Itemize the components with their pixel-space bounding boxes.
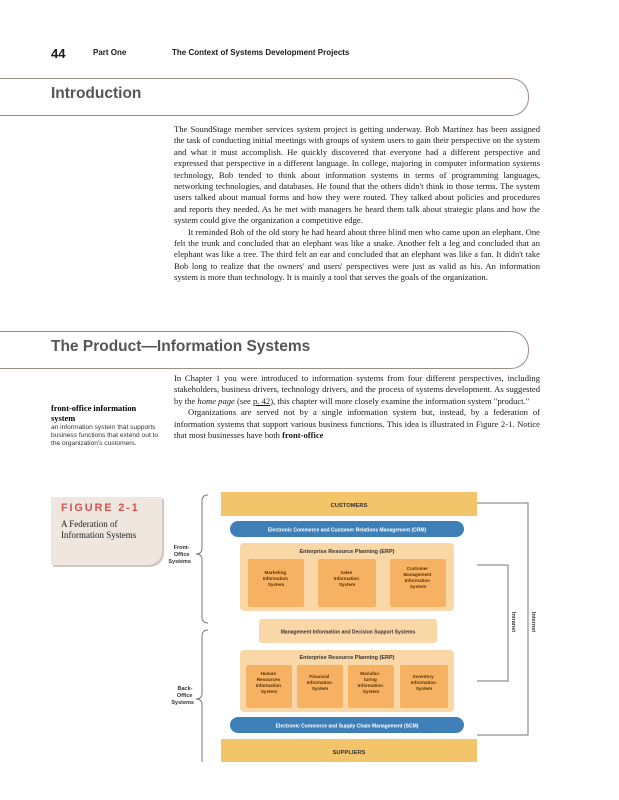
paragraph: It reminded Bob of the old story he had heard about three blind men who came upon an elephant. One felt the trunk and concluded that an elephant was like a snake. Another felt a leg and concluded that an elephant was like a tree. The third felt an ear and concluded that an elephant was like a fan. It didn't take Bob long to realize that the owners' and users' perspectives were just as valid as his. An information system is more than technology. It is mainly a tool that serves the goals of the organization. [174,226,540,283]
section-title: The Product—Information Systems [51,338,311,355]
emphasis: home page [197,395,235,406]
introduction-body [174,124,540,284]
erp-bottom-title: Enterprise Resource Planning (ERP) [299,655,395,661]
back-office-label: Back- Office Systems [171,686,194,706]
paragraph: Organizations are served not by a single information system but, instead, by a federation of information systems that support various business functions. This idea is illustrated in Figure 2-1. Notice that most businesses have both front-office [174,407,540,441]
inventory-system-label: Inventory Information System [410,674,436,691]
section-heading-introduction [0,78,540,114]
margin-definition-text: an information system that supports business functions that extend out to the organization's customers. [51,424,159,447]
figure-number: FIGURE 2-1 [61,502,140,514]
crm-label: Electronic Commerce and Customer Relations Management (CRM) [267,527,427,534]
suppliers-label: SUPPLIERS [332,750,366,756]
paragraph: In Chapter 1 you were introduced to information systems from four different perspectives, including stakeholders, business drivers, technology drivers, and the process of systems development. As suggested by the home page (see p. 42), this chapter will more closely examine the information system "product." [174,373,540,406]
margin-definition [51,404,159,448]
financial-system-label: Financial Information System [306,674,332,691]
federation-diagram [0,485,547,785]
figure-caption: A Federation of Information Systems [61,519,137,540]
internet-label: Internet [530,611,536,633]
part-label: Part One [93,48,127,57]
marketing-system-label: Marketing Information System [262,570,288,587]
section-heading-product [0,331,540,367]
key-term: front-office [282,430,324,441]
front-office-brace [196,495,208,623]
back-office-brace [196,630,208,769]
margin-term: front-office information system [51,404,137,423]
mis-label: Management Information and Decision Support Systems [280,629,416,636]
running-title: The Context of Systems Development Projects [172,48,350,57]
paragraph: The SoundStage member services system project is getting underway. Bob Martinez has been assigned the task of conducting initial meetings with groups of system users to gain their perspective on the system and what it must accomplish. He quickly discovered that everyone had a different perspective and expressed that perspective in a different language. In college, majoring in computer information systems technology, Bob tended to think about information systems in terms of programming languages, networking technologies, and databases. He found that the others didn't think in those terms. The system users talked about manual forms and how they were routed. They talked about policies and procedures and reports they needed. As he met with managers he heard them talk about strategic plans and how the system could give the organization a competitive edge. [174,124,540,226]
manufacturing-system-label: Manufac- turing Information System [357,671,383,694]
front-office-label: Front- Office Systems [168,545,191,565]
page-number: 44 [51,46,66,61]
product-body [174,373,540,441]
intranet-bracket [477,565,508,681]
page-link[interactable]: p. 42 [253,395,271,406]
erp-top-title: Enterprise Resource Planning (ERP) [299,549,395,555]
page-bottom-margin [0,762,619,800]
customer-management-system-label: Customer Management Information System [403,566,432,589]
intranet-label: Intranet [510,611,516,633]
customers-label: CUSTOMERS [330,503,368,509]
internet-bracket [477,503,528,735]
sales-system-label: Sales Information System [333,570,359,587]
section-title: Introduction [51,85,142,102]
scm-label: Electronic Commerce and Supply Chain Management (SCM) [275,723,419,730]
hr-system-label: Human Resources Information System [255,671,281,694]
running-header [0,46,547,60]
